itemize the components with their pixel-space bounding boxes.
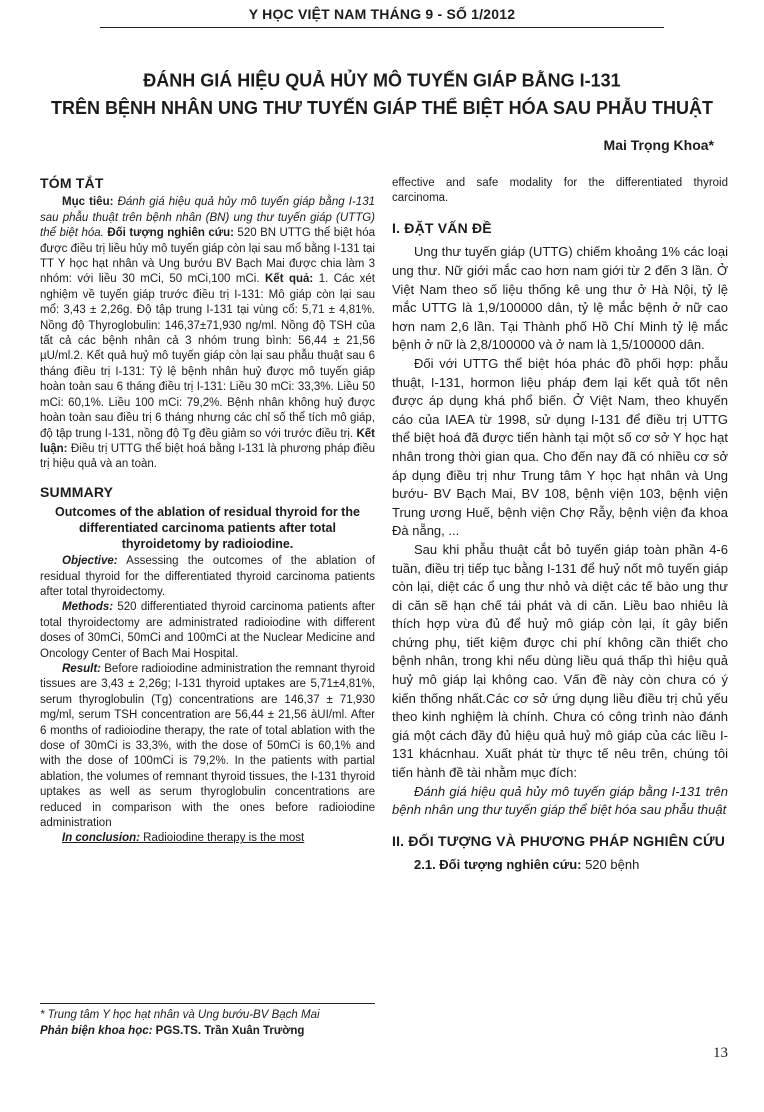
doituong-text: 520 BN UTTG thể biệt hóa được điều trị liều hủy mô tuyến giáp còn lại sau mổ bằng I-131 tại TT Y học hạt nhân và Ung bướu BV Bạch Mai được chia làm 3 nhóm: với liều 30 mCi, 50 mCi,100 mCi. <box>40 227 375 286</box>
ketqua-text: 1. Các xét nghiệm về tuyến giáp trước điều trị I-131: Mô giáp còn lại sau mổ: 3,43 ± 2,26g. Độ tập trung I-131 tại vùng cổ: 5,71 ± 4,81%. Nồng độ Thyroglobulin: 146,37±71,930 ng/ml. Nồng độ TSH của tất cả các bệnh nhân cả 3 nhóm trung bình: 56,44 ± 21,56 µU/ml.2. Kết quả huỷ mô tuyến giáp còn lại sau phẫu thuật sau 6 tháng điều trị I-131: Tỷ lệ bệnh nhân huỷ được mô tuyến giáp hoàn toàn sau 6 tháng điều trị I-131: Liều 30 mCi: 33,3%. Liều 50 mCi: 60,1%. Liều 100 mCi: 79,2%. Bệnh nhân không huỷ được hoàn toàn sau điều trị 6 tháng nhưng các chỉ số thể tích mô giáp, độ tập trung I-131, nồng độ Tg đều giảm so với trước điều trị. <box>40 273 376 440</box>
summary-conclusion <box>40 831 375 846</box>
author-name: Mai Trọng Khoa* <box>603 137 714 153</box>
conclusion-text: Radioiodine therapy is the most <box>139 832 305 845</box>
running-head: Y HỌC VIỆT NAM THÁNG 9 - SỐ 1/2012 <box>248 6 516 22</box>
ketluan-text: Điều trị UTTG thể biệt hoá bằng I-131 là phương pháp điều trị hiệu quả và an toàn. <box>40 442 375 471</box>
left-column <box>40 176 375 847</box>
article-title <box>40 67 724 122</box>
section1-paragraph-2: Đối với UTTG thể biệt hóa phác đồ phối hợp: phẫu thuật, I-131, hormon liệu pháp đem lại kết quả tốt nên được áp dụng khá phổ biến. Ở Việt Nam, theo khuyến cáo của IAEA từ 1998, sử dụng I-131 để điều trị UTTG thể biệt hoá đã được tiến hành tại một số cơ sở Y học hạt nhân trong thời gian qua. Cho đến nay đã có nhiều cơ sở áp dụng điều trị như Trung tâm Y học hạt nhân và Ung bướu- BV Bạch Mai, BV 108, bệnh viện 103, bệnh viện Trung ương Huế, bệnh viện Chợ Rẫy, bệnh viện đa khoa Đà nẵng, ... <box>392 355 728 539</box>
footnote <box>40 1007 380 1039</box>
ketluan-label: Kết luận: <box>40 427 375 455</box>
affiliation-note: * Trung tâm Y học hạt nhân và Ung bướu-BV Bạch Mai <box>40 1009 320 1021</box>
result-label: Result: <box>62 662 101 675</box>
footnote-rule <box>40 1003 375 1004</box>
section1-aim: Đánh giá hiệu quả hủy mô tuyến giáp bằng I-131 trên bệnh nhân ung thư tuyến giáp thể biệt hóa sau phẫu thuật <box>392 783 728 818</box>
section2-heading: II. ĐỐI TƯỢNG VÀ PHƯƠNG PHÁP NGHIÊN CỨU <box>392 832 726 849</box>
section2-sub-text: 520 bệnh <box>581 857 640 873</box>
tomtat-heading: TÓM TẮT <box>40 175 104 191</box>
tomtat-abstract <box>40 195 375 472</box>
summary-result <box>40 662 375 831</box>
title-line-1: ĐÁNH GIÁ HIỆU QUẢ HỦY MÔ TUYẾN GIÁP BẰNG I-131 <box>143 69 621 91</box>
methods-label: Methods: <box>62 601 114 614</box>
section1-heading: I. ĐẶT VẤN ĐỀ <box>392 219 492 236</box>
page-number: 13 <box>713 1045 728 1061</box>
objective-label: Objective: <box>62 555 118 568</box>
summary-continuation: effective and safe modality for the differentiated thyroid carcinoma. <box>392 177 728 205</box>
doituong-label: Đối tượng nghiên cứu: <box>103 227 234 240</box>
summary-heading: SUMMARY <box>40 483 114 500</box>
muctieu-text: Đánh giá hiệu quả hủy mô tuyến giáp bằng I-131 sau phẫu thuật trên bệnh nhân (BN) ung thư tuyến giáp (UTTG) thể biệt hóa. <box>40 196 375 240</box>
objective-text: Assessing the outcomes of the ablation of residual thyroid for the differentiated thyroid carcinoma patients after total thyroidectomy. <box>40 555 375 598</box>
section1-paragraph-1: Ung thư tuyến giáp (UTTG) chiếm khoảng 1% các loại ung thư. Nữ giới mắc cao hơn nam giới từ 2 đến 3 lần. Ở Việt Nam theo số liệu thống kê ung thư ở Hà Nội, tỷ lệ mắc UTTG là 1,9/100000 dân, tỷ lệ mắc bệnh ở nữ cao hơn nam 2,6 lần. Tại Thành phố Hồ Chí Minh tỷ lệ mắc bệnh ở nữ là 2,8/100000 và ở nam là 1,5/100000 dân. <box>392 244 728 353</box>
ketqua-label: Kết quả: <box>259 273 314 286</box>
muctieu-label: Mục tiêu: <box>62 196 114 209</box>
summary-objective <box>40 554 375 600</box>
summary-methods <box>40 600 375 662</box>
conclusion-label: In conclusion: <box>62 832 140 845</box>
section1-paragraph-3: Sau khi phẫu thuật cắt bỏ tuyến giáp toàn phần 4-6 tuần, điều trị tiếp tục bằng I-131 để huỷ nốt mô tuyến giáp còn lại, diệt các ổ ung thư nhỏ và diệt các tế bào ung thư di căn sẽ hạn chế tái phát và di căn. Liều bao nhiêu là thích hợp vừa đủ để huỷ mô giáp còn lại, ít gây biến chứng phụ, tiết kiệm được chi phí không cần thiết cho bệnh nhân, trong khi nếu dùng liều quá thấp thì hiệu quả huỷ mô giáp lại không cao. Vấn đề này còn chưa có ý kiến thống nhất.Các cơ sở ứng dụng liều điều trị chủ yếu theo kinh nghiệm là chính. Chưa có công trình nào đánh giá một cách đầy đủ hiệu quả huỷ mô giáp của các liều I-131 khácnhau. Xuất phát từ thực tế nêu trên, chúng tôi tiến hành đề tài nhằm mục đích: <box>392 541 728 781</box>
right-column <box>392 176 728 875</box>
header-rule <box>100 27 664 28</box>
reviewer-note <box>40 1023 380 1039</box>
section2-sub-label: 2.1. Đối tượng nghiên cứu: <box>414 857 582 873</box>
reviewer-label: Phản biện khoa học: <box>40 1025 153 1037</box>
result-text: Before radioiodine administration the remnant thyroid tissues are 3,43 ± 2,26g; I-131 thyroid uptakes are 5,71±4,81%, serum thyroglobulin (Tg) concentrations are 146,37 ± 71,930 mg/ml, serum TSH concentration are 56,44 ± 21,56 àUI/ml. After 6 months of radioiodine therapy, the rate of total ablation with the dose of 30mCi is 33,3%, with the dose of 50mCi is 60,1% and with the dose of 100mCi is 79,2%. In the patients with partial ablation, the volumes of remnant thyroid tissues, the I-131 thyroid uptakes as well as serum thyroglobulin concentrations are reduced in comparison with the ones before radioiodine administration <box>40 662 375 830</box>
reviewer-name: PGS.TS. Trần Xuân Trường <box>152 1025 305 1037</box>
summary-title: Outcomes of the ablation of residual thyroid for the differentiated carcinoma patients after total thyroidetomy by radioiodine. <box>55 505 360 552</box>
title-line-2: TRÊN BỆNH NHÂN UNG THƯ TUYẾN GIÁP THỂ BIỆT HÓA SAU PHẪU THUẬT <box>51 97 713 119</box>
methods-text: 520 differentiated thyroid carcinoma patients after total thyroidectomy are administrated radioiodine with different doses of 30mCi, 50mCi and 100mCi at the Nuclear Medicine and Oncology Center of Bach Mai Hospital. <box>40 601 375 660</box>
section2-subsection <box>392 856 728 875</box>
